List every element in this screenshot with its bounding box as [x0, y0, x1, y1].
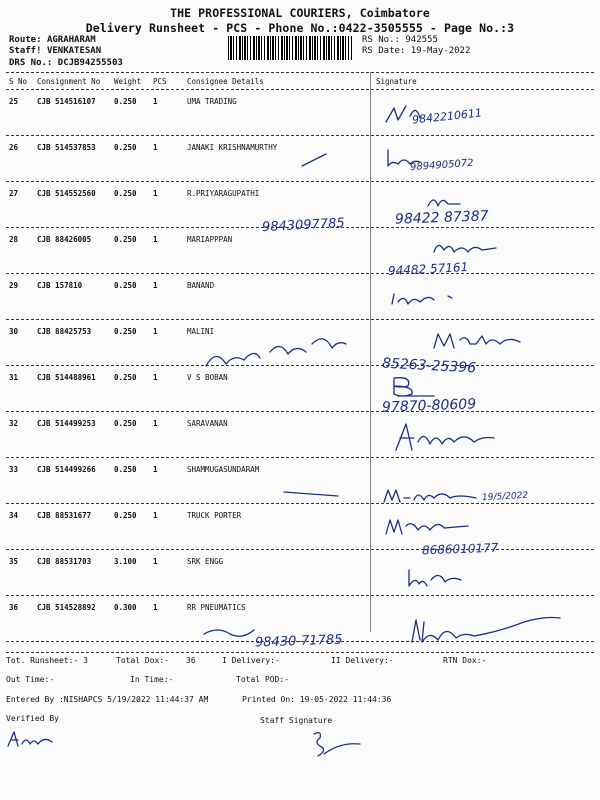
row-pcs: 1 — [153, 511, 158, 520]
signature-scribble — [426, 190, 466, 212]
row-consignee: SRK ENGG — [187, 557, 224, 566]
row-sno: 29 — [9, 281, 19, 290]
row-consignment: CJB 514499253 — [37, 419, 96, 428]
company-title: THE PROFESSIONAL COURIERS, Coimbatore — [170, 6, 430, 20]
route-value: AGRAHARAM — [46, 35, 96, 45]
row-sno: 35 — [9, 557, 19, 566]
col-signature: Signature — [376, 77, 417, 86]
row-consignee: BANAND — [187, 281, 215, 290]
row-sno: 26 — [9, 143, 19, 152]
rtn-dox: RTN Dox:- — [443, 656, 487, 665]
row-pcs: 1 — [153, 465, 158, 474]
row-pcs: 1 — [153, 235, 158, 244]
row-weight: 0.250 — [114, 465, 137, 474]
col-pcs: PCS — [153, 77, 167, 86]
row-weight: 0.250 — [114, 143, 137, 152]
col-weight: Weight — [114, 77, 142, 86]
row-divider — [6, 273, 594, 274]
handwritten-phone: 98422 87387 — [394, 208, 489, 228]
printed-on: Printed On: 19-05-2022 11:44:36 — [242, 695, 392, 704]
row-consignee: UMA TRADING — [187, 97, 237, 106]
row-divider — [6, 319, 594, 320]
barcode — [228, 36, 352, 60]
table-row — [0, 97, 600, 143]
route-field: Route: AGRAHARAM — [9, 35, 96, 45]
row-consignment: CJB 88531677 — [37, 511, 92, 520]
handwritten-phone: 9842210611 — [411, 106, 483, 127]
col-consignee: Consignee Details — [187, 77, 264, 86]
row-consignee: SARAVANAN — [187, 419, 228, 428]
in-time: In Time:- — [130, 675, 174, 684]
runsheet-subtitle: Delivery Runsheet - PCS - Phone No.:0422-3505555 - Page No.:3 — [85, 21, 515, 35]
signature-scribble — [380, 486, 484, 506]
row-divider — [6, 595, 594, 596]
handwritten-phone: 8686010177 — [421, 540, 499, 558]
row-pcs: 1 — [153, 373, 158, 382]
row-pcs: 1 — [153, 281, 158, 290]
i-delivery: I Delivery:- — [222, 656, 280, 665]
handwritten-date: 19/5/2022 — [481, 490, 529, 504]
signature-scribble — [382, 514, 472, 538]
row-weight: 0.250 — [114, 235, 137, 244]
row-consignment: CJB 514537853 — [37, 143, 96, 152]
row-weight: 0.250 — [114, 97, 137, 106]
row-consignment: CJB 514516107 — [37, 97, 96, 106]
signature-scribble — [200, 620, 260, 642]
row-sno: 36 — [9, 603, 19, 612]
row-weight: 0.250 — [114, 327, 137, 336]
row-sno: 31 — [9, 373, 19, 382]
signature-scribble — [390, 420, 500, 456]
rs-no-field: RS No.: 942555 — [362, 35, 438, 45]
signature-scribble — [408, 612, 568, 652]
row-pcs: 1 — [153, 419, 158, 428]
row-weight: 0.250 — [114, 419, 137, 428]
drs-value: DCJB94255503 — [57, 58, 123, 68]
table-row — [0, 511, 600, 557]
signature-scribble — [384, 100, 424, 130]
row-consignment: CJB 88426005 — [37, 235, 92, 244]
col-consignment: Consignment No — [37, 77, 101, 86]
verified-by: Verified By — [6, 714, 59, 723]
row-consignee: R.PRIYARAGUPATHI — [187, 189, 260, 198]
row-consignment: CJB 514488961 — [37, 373, 96, 382]
handwritten-phone: 85263-25396 — [381, 355, 477, 377]
row-sno: 32 — [9, 419, 19, 428]
row-divider — [6, 549, 594, 550]
out-time: Out Time:- — [6, 675, 55, 684]
handwritten-phone: 9843097785 — [261, 215, 346, 236]
row-consignment: CJB 88425753 — [37, 327, 92, 336]
staff-value: VENKATESAN — [46, 46, 102, 56]
row-sno: 33 — [9, 465, 19, 474]
signature-scribble — [282, 486, 342, 500]
divider — [6, 72, 594, 73]
row-sno: 30 — [9, 327, 19, 336]
row-weight: 0.250 — [114, 511, 137, 520]
row-sno: 25 — [9, 97, 19, 106]
row-weight: 0.250 — [114, 189, 137, 198]
signature-scribble — [384, 146, 424, 172]
handwritten-phone: 9894905072 — [409, 157, 474, 174]
row-pcs: 1 — [153, 603, 158, 612]
rs-no-value: 942555 — [405, 35, 438, 45]
handwritten-phone: 94482 57161 — [387, 259, 469, 279]
row-divider — [6, 411, 594, 412]
staff-field: Staff! VENKATESAN — [9, 46, 102, 56]
row-pcs: 1 — [153, 327, 158, 336]
ii-delivery: II Delivery:- — [331, 656, 394, 665]
signature-scribble — [388, 290, 478, 310]
table-row — [0, 235, 600, 281]
signature-scribble — [390, 374, 440, 400]
table-row — [0, 373, 600, 419]
row-weight: 3.100 — [114, 557, 137, 566]
row-consignee: RR PNEUMATICS — [187, 603, 246, 612]
row-consignment: CJB 157810 — [37, 281, 83, 290]
row-divider — [6, 503, 594, 504]
total-dox-value: 36 — [186, 656, 196, 665]
rs-date-value: 19-May-2022 — [410, 46, 471, 56]
row-divider — [6, 135, 594, 136]
divider — [6, 652, 594, 653]
row-sno: 28 — [9, 235, 19, 244]
signature-scribble — [430, 330, 530, 354]
handwritten-phone: 98430-71785 — [254, 632, 343, 651]
row-pcs: 1 — [153, 189, 158, 198]
row-divider — [6, 457, 594, 458]
row-consignee: JANAKI KRISHNAMURTHY — [187, 143, 278, 152]
signature-scribble — [432, 238, 502, 260]
table-row — [0, 419, 600, 465]
divider — [6, 89, 594, 90]
row-pcs: 1 — [153, 97, 158, 106]
row-consignee: V S BOBAN — [187, 373, 228, 382]
row-pcs: 1 — [153, 143, 158, 152]
signature-scribble — [405, 566, 465, 592]
row-consignee: MARIAPPPAN — [187, 235, 233, 244]
col-sno: S No — [9, 77, 28, 86]
row-consignment: CJB 514552560 — [37, 189, 96, 198]
table-row — [0, 281, 600, 327]
row-sno: 27 — [9, 189, 19, 198]
row-pcs: 1 — [153, 557, 158, 566]
tot-runsheet: Tot. Runsheet:- 3 — [6, 656, 88, 665]
row-consignee: TRUCK PORTER — [187, 511, 242, 520]
handwritten-phone: 97870-80609 — [381, 396, 477, 416]
row-divider — [6, 181, 594, 182]
row-consignee: MALINI — [187, 327, 215, 336]
signature-scribble — [300, 150, 330, 170]
row-consignment: CJB 88531703 — [37, 557, 92, 566]
staff-signature — [306, 728, 366, 762]
total-pod: Total POD:- — [236, 675, 289, 684]
row-weight: 0.250 — [114, 281, 137, 290]
staff-signature-label: Staff Signature — [260, 716, 333, 725]
entered-by: Entered By :NISHAPCS 5/19/2022 11:44:37 AM — [6, 695, 209, 704]
row-consignee: SHAMMUGASUNDARAM — [187, 465, 260, 474]
signature-scribble — [200, 330, 350, 374]
verifier-signature — [6, 728, 56, 750]
table-row — [0, 557, 600, 603]
row-consignment: CJB 514528892 — [37, 603, 96, 612]
total-dox-label: Total Dox:- — [116, 656, 169, 665]
drs-field: DRS No.: DCJB94255503 — [9, 58, 123, 68]
rs-date-field: RS Date: 19-May-2022 — [362, 46, 471, 56]
row-sno: 34 — [9, 511, 19, 520]
row-consignment: CJB 514499266 — [37, 465, 96, 474]
row-weight: 0.250 — [114, 373, 137, 382]
row-weight: 0.300 — [114, 603, 137, 612]
